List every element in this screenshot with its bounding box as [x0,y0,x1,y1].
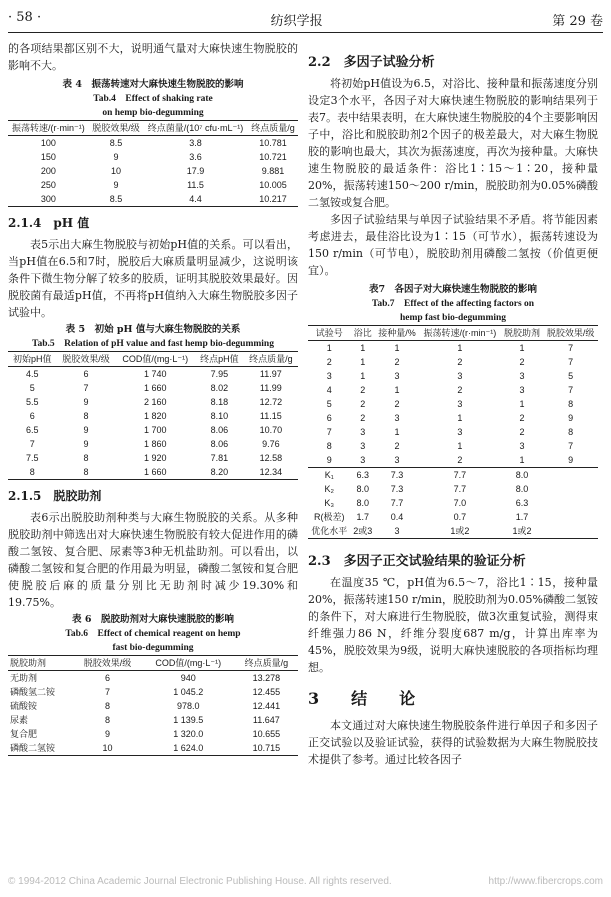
table4-caption-en-2: on hemp bio-degumming [102,108,204,118]
section-2-1-4-text: 表5示出大麻生物脱胶与初始pH值的关系。可以看出，当pH值在6.5和7时，脱胶后大麻质量明显减少，这说明该条件下微生物分解了较多的胶质，证明其脱胶效果最好。因脱胶菌有最适pH值，不再将pH值纳入大麻生物脱胶多因子试验中。 [8,238,298,319]
table-cell: 2或3 [353,526,373,536]
table-cell: 8.18 [210,397,229,407]
table-cell: 1 [457,343,463,353]
section-2-2-text-1: 将初始pH值设为6.5，对浴比、接种量和振荡速度分别设定3个水平，各因子对大麻快速生物脱胶的影响结果列于表7。表中结果表明，在大麻快速生物脱胶的4个主要影响因子中，浴比和脱胶助剂2个因子的极差最大，对大麻生物脱胶的影响也最大，其次为振荡速度，再次为接种量。大麻快速生物脱胶的最适条件：浴比1∶15～1∶20，接种量20%，振荡转速150～200 r/min，脱胶助剂为0.05%磷酸二氢铵或复合肥。 [308,77,598,209]
page-header [8,10,603,30]
table6-caption-en-2: fast bio-degumming [112,643,194,653]
table-cell: 1 820 [144,411,167,421]
table-cell: 2 [360,413,366,423]
table6-caption-cn: 表 6 脱胶助剂对大麻快速脱胶的影响 [72,614,234,625]
table-cell: 1 [394,427,400,437]
table-cell: 7 [568,357,574,367]
table-cell: 7 [568,441,574,451]
table-cell: 1 [457,413,463,423]
table-cell: 8.20 [210,467,229,477]
table-cell: 1 [360,357,366,367]
table-cell: 12.34 [259,467,283,477]
table-cell: 7.81 [210,453,229,463]
table-cell: 9 [83,397,89,407]
table-cell: 1或2 [450,526,470,536]
table-row [308,510,598,524]
table-cell: 8.06 [210,425,229,435]
table-cell: 8 [83,453,89,463]
table-cell: 11.97 [259,369,282,379]
table-row [8,727,298,741]
table-cell: 2 [519,357,525,367]
page-number: · 58 · [8,10,42,25]
table-header: 终点质量/g [249,354,293,364]
journal-name: 纺织学报 [270,14,323,29]
table-cell: 11.15 [259,411,282,421]
table-header: 脱胶效果/级 [83,658,132,668]
table-cell: 6 [105,673,111,683]
table-cell: 7.5 [26,453,39,463]
table-cell [543,496,598,510]
table-cell: 100 [40,138,56,148]
table-cell: 12.441 [252,701,281,711]
table-cell: 2 [394,399,400,409]
table-cell: 8.0 [356,498,370,508]
table-header: 终点pH值 [200,354,239,364]
table-cell: 2 [519,413,525,423]
table-cell: 3 [457,427,463,437]
table-cell: 6 [326,413,332,423]
table6-grid [8,655,298,756]
table-cell: 3 [360,427,366,437]
table-cell: 2 [394,441,400,451]
table-cell: 10.217 [259,194,287,204]
table-cell: 10.715 [252,743,281,753]
table-cell: 2 [326,357,332,367]
table-cell: 1 920 [144,453,167,463]
table-cell: 6.5 [26,425,39,435]
table-cell: 1 [360,343,366,353]
table-cell: 11.99 [259,383,282,393]
table-row [8,685,298,699]
table-cell: 12.72 [259,397,283,407]
table-cell: 10.781 [259,138,287,148]
header-rule [8,32,603,33]
table-row [8,423,298,437]
table-cell: 3 [360,441,366,451]
table-cell: 9.881 [261,166,285,176]
table-cell: 1 139.5 [173,715,204,725]
section-2-1-4-title: 2.1.4 pH 值 [8,216,90,230]
table-cell: 9 [83,425,89,435]
table-cell [543,524,598,539]
table-header: 脱胶助剂 [10,658,47,668]
table-cell: 1 [519,455,525,465]
table-row [8,178,298,192]
section-2-1-5-text: 表6示出脱胶助剂种类与大麻生物脱胶的关系。从多种脱胶助剂中筛选出对大麻快速生物脱胶有较大促进作用的磷酸二氢铵、复合肥、尿素等3种无机盐助剂。可以看出，以磷酸二氢铵和复合肥的作用最为明显，磷酸二氢铵和复合肥使脱胶后麻的质量分别比无助剂时减少19.30%和19.75%。 [8,511,298,609]
table-row [308,524,598,539]
table-cell: 7 [326,427,332,437]
table-row [8,451,298,465]
table-row [308,468,598,483]
table-row [308,411,598,425]
table5-grid [8,351,298,480]
table-header: 脱胶效果/级 [546,328,595,338]
table-row [8,192,298,207]
table-row [308,439,598,453]
table-cell: 2 [457,357,463,367]
table-cell: 6 [29,411,35,421]
table-cell: 1 700 [144,425,167,435]
table-cell: 1 [394,385,400,395]
table-cell: 3 [519,441,525,451]
table-cell: 12.58 [259,453,283,463]
table-cell [543,468,598,483]
table-cell: 2 [394,357,400,367]
table-cell: 1 860 [144,439,167,449]
table-cell [543,482,598,496]
table-cell: 1 660 [144,383,167,393]
table-cell: 8.0 [515,484,529,494]
table-cell: 8.0 [515,470,529,480]
table-cell: 17.9 [186,166,205,176]
table-header: 振荡转速/(r·min⁻¹) [12,123,85,133]
table-cell: 8.0 [356,484,370,494]
table-header: 浴比 [353,328,372,338]
table-cell: 12.455 [252,687,281,697]
table-cell: 2 [360,399,366,409]
table4 [8,78,298,207]
table-cell: 9 [105,729,111,739]
table-cell: 3 [360,455,366,465]
right-column [308,40,598,768]
table-cell: 优化水平 [311,526,348,536]
table-header: 初始pH值 [13,354,52,364]
table-cell: 300 [40,194,56,204]
table-cell: 7.7 [390,498,404,508]
table-cell: 8 [105,701,111,711]
table7 [308,283,598,539]
table-cell: 250 [40,180,56,190]
section-2-1-5-title: 2.1.5 脱胶助剂 [8,489,102,503]
table-cell: 7 [29,439,35,449]
table-row [8,395,298,409]
table-row [308,341,598,356]
table-header: COD值/(mg·L⁻¹) [155,658,222,668]
table-cell: 11.5 [187,180,204,190]
table4-grid [8,120,298,207]
table-row [308,355,598,369]
table-header: 脱胶助剂 [503,328,540,338]
table-header: 脱胶效果/级 [62,354,110,364]
section-2-2-title: 2.2 多因子试验分析 [308,55,435,70]
table-cell: 6 [83,369,89,379]
table-row [308,383,598,397]
table-cell: 1.7 [515,512,529,522]
table-cell: 8 [105,715,111,725]
section-3-text: 本文通过对大麻快速生物脱胶条件进行单因子和多因子正交试验以及验证试验，获得的试验数据为大麻生物脱胶技术提供了参考。通过比较各因子 [308,719,598,766]
table-row [8,136,298,151]
table-cell: 7.7 [453,470,467,480]
table-cell: 10 [110,166,121,176]
table-cell: 9 [326,455,332,465]
table-cell: 8 [568,399,574,409]
table-cell: 磷酸二氢铵 [10,743,56,753]
table-cell: 1 [519,399,525,409]
table-cell: 3 [394,413,400,423]
table-cell: 8.5 [109,194,123,204]
table-row [308,453,598,468]
table-cell: K₁ [324,470,334,480]
intro-paragraph: 的各项结果都区别不大，说明通气量对大麻快速生物脱胶的影响不大。 [8,42,298,72]
table6 [8,613,298,756]
table-cell: 9 [83,439,89,449]
table-cell: 6.3 [515,498,529,508]
table-cell: 9 [568,413,574,423]
table-cell: 5 [568,371,574,381]
table-header: 终点质量/g [251,123,295,133]
section-2-2-text-2: 多因子试验结果与单因子试验结果不矛盾。将节能因素考虑进去，最佳浴比设为1∶15（可节水），振荡转速设为150 r/min（可节电），脱胶助剂用磷酸二氢按（价值更便宜）。 [308,213,598,277]
table-cell: 1 624.0 [173,743,204,753]
table-row [8,164,298,178]
table-cell: 5.5 [26,397,39,407]
table-row [308,482,598,496]
table-cell: 2 [360,385,366,395]
table-cell: 9 [113,152,119,162]
table-cell: 无助剂 [10,673,38,683]
table7-caption-en: Tab.7 Effect of the affecting factors on [371,299,535,309]
table-cell: K₂ [324,484,335,494]
table7-caption-cn: 表7 各因子对大麻快速生物脱胶的影响 [368,284,538,295]
table-cell: 3.8 [189,138,202,148]
table-cell: 7.3 [390,470,404,480]
table-cell: 7.7 [453,484,467,494]
table-cell: 硫酸铵 [10,701,38,711]
table-cell: 6.3 [356,470,370,480]
table-cell: 11.647 [252,715,280,725]
table-cell: 3 [519,385,525,395]
table4-caption-cn: 表 4 振荡转速对大麻快速生物脱胶的影响 [62,79,244,90]
table-cell: 8.06 [210,439,229,449]
table-cell: 4 [326,385,332,395]
table-cell: 磷酸氢二铵 [10,687,56,697]
table-row [308,496,598,510]
table-cell: 1 660 [144,467,167,477]
table-cell: 8 [326,441,332,451]
table-cell: 3 [326,371,332,381]
table-cell: 8 [29,467,35,477]
table-cell: 1 740 [144,369,167,379]
table-cell: 8 [83,411,89,421]
table-cell: 尿素 [10,715,29,725]
table-row [8,150,298,164]
table-cell: 2 [457,455,463,465]
table-cell: 2 160 [144,397,167,407]
volume-label: 第 29 卷 [552,14,603,29]
table-cell: 0.7 [453,512,467,522]
table-cell: 1 [326,343,332,353]
table-cell: 10.721 [259,152,287,162]
table-cell: 8.10 [210,411,229,421]
table-cell: 978.0 [177,701,200,711]
table-header: 脱胶效果/级 [92,123,140,133]
table-cell: 7.3 [390,484,404,494]
table-cell: 7 [568,385,574,395]
table-cell: 940 [180,673,196,683]
table-row [8,713,298,727]
table-cell: 1或2 [512,526,532,536]
table-header: 接种量/% [378,328,416,338]
table-row [8,671,298,686]
table-cell: 3 [394,526,400,536]
table-row [308,369,598,383]
table-row [8,437,298,451]
table-cell: 复合肥 [10,729,38,739]
table-cell: 8 [568,427,574,437]
table7-caption-en-2: hemp fast bio-degumming [399,313,507,323]
table-cell: 10 [102,743,113,753]
table5-caption-cn: 表 5 初始 pH 值与大麻生物脱胶的关系 [65,324,241,335]
table-cell: 1 [457,441,463,451]
table-cell: 3 [457,371,463,381]
table-cell: 7 [568,343,574,353]
table-header: 试验号 [315,328,343,338]
table-cell: 8 [83,467,89,477]
table-cell: 1 320.0 [173,729,204,739]
table-cell: 10.005 [259,180,287,190]
table-cell: 10.655 [252,729,281,739]
table-cell: 1 [519,343,525,353]
table-cell: 7.95 [210,369,229,379]
table5 [8,323,298,480]
table-cell: 1 [394,343,400,353]
table-row [8,465,298,480]
table-cell: 1 045.2 [173,687,204,697]
table-header: 终点质量/g [244,658,289,668]
table7-grid [308,325,598,539]
table-cell: 3 [519,371,525,381]
table-cell: 10.70 [259,425,283,435]
table-cell: 3 [394,371,400,381]
table-row [8,381,298,395]
table-header: COD值/(mg·L⁻¹) [122,354,189,364]
table-cell: 1.7 [356,512,370,522]
table-cell: 200 [40,166,56,176]
table-cell: 9 [568,455,574,465]
table6-caption-en: Tab.6 Effect of chemical reagent on hemp [65,629,241,639]
table-cell: 4.4 [189,194,202,204]
table-cell: 13.278 [252,673,281,683]
table-cell: 7.0 [453,498,467,508]
watermark-site: http://www.fibercrops.com [488,876,603,887]
table-cell: 9 [113,180,119,190]
table-row [8,741,298,756]
table-cell: 3.6 [189,152,202,162]
section-2-3-title: 2.3 多因子正交试验结果的验证分析 [308,554,526,569]
table-cell: 2 [519,427,525,437]
table-cell: 2 [457,385,463,395]
table-cell: 0.4 [390,512,404,522]
table-row [308,425,598,439]
table-cell: 7 [83,383,89,393]
table-cell: K₃ [324,498,335,508]
table-cell: 150 [40,152,56,162]
table-cell: 5 [29,383,35,393]
table5-caption-en: Tab.5 Relation of pH value and fast hemp bio-degumming [32,339,274,349]
copyright-notice: © 1994-2012 China Academic Journal Electronic Publishing House. All rights reserved. [8,876,392,887]
table-cell: 3 [394,455,400,465]
table-header: 振荡转速/(r·min⁻¹) [423,328,497,338]
table-cell: 8.02 [210,383,229,393]
table-cell [543,510,598,524]
section-3-title: 3 结 论 [308,689,424,708]
table-cell: 5 [326,399,332,409]
table-cell: 9.76 [262,439,280,449]
table-cell: 8.5 [109,138,123,148]
left-column [8,40,298,756]
table-row [308,397,598,411]
table-cell: 3 [457,399,463,409]
table-cell: 7 [105,687,111,697]
table-row [8,699,298,713]
table-cell: R(极差) [314,512,345,522]
table4-caption-en: Tab.4 Effect of shaking rate [93,94,213,104]
table-row [8,409,298,423]
table-row [8,367,298,382]
table-cell: 4.5 [26,369,39,379]
table-cell: 1 [360,371,366,381]
section-2-3-text: 在温度35 ℃，pH值为6.5～7，浴比1∶15，接种量20%，振荡转速150 r/min，脱胶助剂为0.05%磷酸二氢铵的条件下，对大麻进行生物脱胶，做3次重复试验，测得束纤维强力86 N，纤维分裂度687 m/g，计算出库率为45%，脱胶效果为9级，说明大麻快速脱胶的各项指标均理想。 [308,576,598,674]
table-header: 终点菌量/(10⁷ cfu·mL⁻¹) [147,123,244,133]
page-footer [8,876,603,887]
